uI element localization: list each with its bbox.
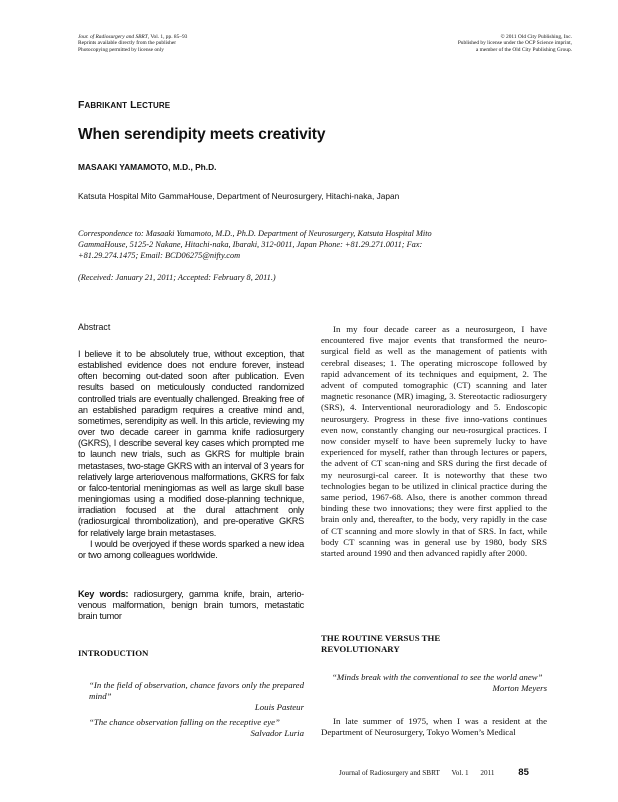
introduction-epigraphs — [78, 680, 304, 739]
license-line: Published by license under the OCP Science imprint, — [457, 40, 572, 47]
footer-volume: Vol. 1 — [451, 769, 469, 777]
copyright-line: © 2011 Old City Publishing, Inc. — [500, 34, 572, 40]
introduction-body — [321, 324, 547, 559]
page-number: 85 — [518, 767, 529, 778]
abstract-paragraph: I would be overjoyed if these words sparked a new idea or two among colleagues worldwide. — [78, 538, 304, 560]
routine-epigraph — [321, 672, 547, 694]
author-name: MASAAKI YAMAMOTO, M.D., Ph.D. — [78, 162, 217, 172]
epigraph-quote: “Minds break with the conventional to see the world anew” — [332, 672, 543, 682]
running-header-left — [78, 34, 187, 53]
routine-heading: THE ROUTINE VERSUS THE REVOLUTIONARY — [321, 633, 441, 654]
epigraph-author: Salvador Luria — [250, 727, 304, 738]
received-dates: (Received: January 21, 2011; Accepted: February 8, 2011.) — [78, 273, 276, 282]
correspondence: Correspondence to: Masaaki Yamamoto, M.D., Ph.D. Department of Neurosurgery, Katsuta Hospital Mito GammaHouse, 5125-2 Nakane, Hitachi-naka, Ibaraki, 312-0011, Japan Phone: +81.29.271.0011; Fax: +81.29.274.1475; Email: BCD06275@nifty.com — [78, 229, 432, 260]
publisher-group-line: a member of the Old City Publishing Group. — [475, 46, 572, 53]
article-title: When serendipity meets creativity — [78, 126, 326, 143]
body-paragraph: In late summer of 1975, when I was a resident at the Department of Neurosurgery, Tokyo Women’s Medical — [321, 716, 547, 738]
epigraph-quote: “The chance observation falling on the receptive eye” — [89, 716, 280, 727]
abstract-paragraph: I believe it to be absolutely true, without exception, that established evidence does not endure forever, instead often becoming out-dated soon after publication. Even results based on meticulously conducted randomized controlled trials are eventually challenged. Breaking free of an established paradigm requires a creative mind and, sometimes, serendipity as well. In this article, reviewing my over two decade career in gamma knife radiosurgery (GKRS), I describe several key cases which prompted me to launch new trials, such as GKRS for multiple brain metastases, two-stage GKRS with an interval of 3 years for relatively large arteriovenous malformations, GKRS for falx or falco-tentorial meningiomas as well as large skull base meningiomas using a modified dose-planning technique, irradiation focused at the dural attachment only (radiosurgical thrombolization), and pre-operative GKRS for relatively large brain metastases. — [78, 349, 305, 538]
abstract-heading: Abstract — [78, 322, 111, 332]
body-paragraph: In my four decade career as a neurosurgeon, I have encountered five major events that transformed the neuro-surgical field as well as the management of patients with cerebral diseases; 1. The operating microscope followed by rapid advancement of its techniques and equipment, 2. The advent of computed tomographic (CT) scanning and later magnetic resonance (MR) imaging, 3. Stereotactic radiosurgery (SRS), 4. Interventional neuroradiology and 5. Endoscopic neurosurgery. Progress in these five inno-vations continues even now, constantly changing our neu-rosurgical practices. I now consider myself to have been supremely lucky to have experienced for myself, rather than through lectures or papers, the advent of CT scan-ning and SRS during the first decade of my neurosurgi-cal career. It is noteworthy that these two technologies began to be utilized in clinical practice during the same period, 1967-68. Also, there is another common thread binding these two innovations; they were first applied to the brain only and, thereafter, to the body, very rapidly in the case of CT scanning and more slowly in that of SRS. In fact, while body CT scanning was in general use by 1980, body SRS started around 1990 and then advanced rapidly after 2000. — [321, 324, 547, 559]
epigraph-author: Louis Pasteur — [254, 702, 304, 713]
keywords — [78, 589, 304, 623]
page-footer — [339, 767, 529, 778]
journal-citation: Jour. of Radiosurgery and SBRT, Vol. 1, pp. 85–93 — [78, 34, 188, 40]
introduction-heading: INTRODUCTION — [78, 648, 149, 658]
keywords-list: radiosurgery, gamma knife, brain, arterio-venous malformation, benign brain tumors, metastatic brain tumor — [78, 589, 304, 622]
author-affiliation: Katsuta Hospital Mito GammaHouse, Department of Neurosurgery, Hitachi-naka, Japan — [78, 191, 400, 201]
abstract-body — [78, 349, 304, 561]
footer-journal: Journal of Radiosurgery and SBRT — [339, 769, 440, 777]
routine-body — [321, 716, 547, 738]
epigraph-quote: “In the field of observation, chance favors only the prepared mind” — [89, 680, 304, 702]
running-header-right — [458, 34, 572, 53]
section-label: FABRIKANT LECTURE — [78, 99, 171, 111]
epigraph-author: Morton Meyers — [492, 683, 547, 694]
photocopying-note: Photocopying permitted by license only — [78, 46, 164, 53]
reprints-note: Reprints available directly from the publisher — [78, 40, 177, 47]
keywords-label: Key words: — [78, 589, 129, 599]
footer-year: 2011 — [480, 769, 495, 777]
